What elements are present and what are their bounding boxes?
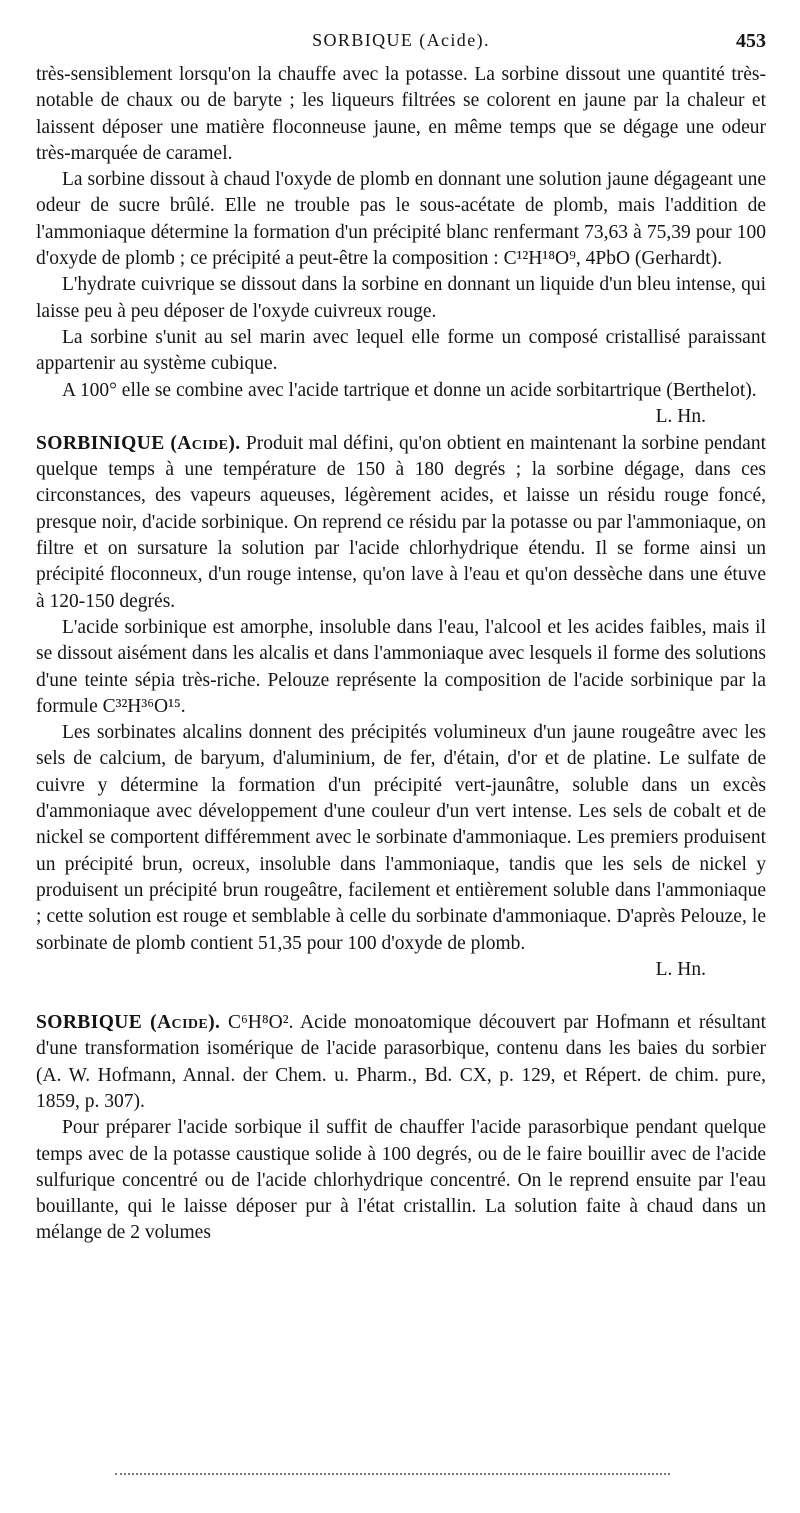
footer-dotted-rule [115,1473,670,1477]
paragraph: très-sensiblement lorsqu'on la chauffe avec la potasse. La sorbine dissout une quantité très-notable de chaux ou de baryte ; les liqueurs filtrées se colorent en jaune par la chaleur et laissent déposer une matière floconneuse jaune, en même temps que se dégage une odeur très-marquée de caramel. [36,64,766,164]
entry-heading: SORBINIQUE (Acide). [36,432,241,454]
article-sorbinique: SORBINIQUE (Acide). Produit mal défini, qu'on obtient en maintenant la sorbine pendant quelque temps à une température de 150 à 180 degrés ; la sorbine dégage, dans ces circonstances, des vapeurs aqueuses, légèrement acides, et laisse un résidu rouge foncé, presque noir, d'acide sorbinique. On reprend ce résidu par la potasse ou par l'ammoniaque, on filtre et on sursature la solution par l'acide chlorhydrique étendu. Il se forme ainsi un précipité floconneux, d'un rouge intense, qu'on lave à l'eau et qu'on dessèche dans une étuve à 120-150 degrés. [36,432,766,612]
page-number: 453 [736,30,766,52]
paragraph: L'hydrate cuivrique se dissout dans la sorbine en donnant un liquide d'un bleu intense, qui laisse peu à peu déposer de l'oxyde cuivreux rouge. [36,274,766,322]
entry-heading: SORBIQUE (Acide). [36,1012,221,1034]
author-signature: L. Hn. [655,405,706,427]
paragraph: La sorbine s'unit au sel marin avec lequel elle forme un composé cristallisé paraissant appartenir au système cubique. [36,326,766,375]
body-text [36,62,766,1247]
paragraph: A 100° elle se combine avec l'acide tartrique et donne un acide sorbitartrique (Berthelot). L. Hn. [36,378,766,404]
paragraph: Les sorbinates alcalins donnent des précipités volumineux d'un jaune rougeâtre avec les sels de calcium, de baryum, d'aluminium, de fer, d'étain, d'or et de platine. Le sulfate de cuivre y détermine la formation d'un précipité vert-jaunâtre, soluble dans un excès d'ammoniaque avec développement d'une couleur d'un vert intense. Les sels de cobalt et de nickel se comportent différemment avec le sorbinate d'ammoniaque. Les premiers produisent un précipité brun, ocreux, insoluble dans l'ammoniaque, tandis que les sels de nickel y produisent un précipité brun rougeâtre, facilement et entièrement soluble dans l'ammoniaque ; cette solution est rouge et semblable à celle du sorbinate d'ammoniaque. D'après Pelouze, le sorbinate de plomb contient 51,35 pour 100 d'oxyde de plomb. [36,722,766,954]
article-sorbique: SORBIQUE (Acide). C⁶H⁸O². Acide monoatomique découvert par Hofmann et résultant d'une transformation isomérique de l'acide parasorbique, contenu dans les baies du sorbier (A. W. Hofmann, Annal. der Chem. u. Pharm., Bd. CX, p. 129, et Répert. de chim. pure, 1859, p. 307). [36,1012,766,1112]
paragraph: La sorbine dissout à chaud l'oxyde de plomb en donnant une solution jaune dégageant une odeur de sucre brûlé. Elle ne trouble pas le sous-acétate de plomb, mais l'addition de l'ammoniaque détermine la formation d'un précipité blanc renfermant 73,63 à 75,39 pour 100 d'oxyde de plomb ; ce précipité a peut-être la composition : C¹²H¹⁸O⁹, 4PbO (Gerhardt). [36,169,766,270]
paragraph: Pour préparer l'acide sorbique il suffit de chauffer l'acide parasorbique pendant quelque temps avec de la potasse caustique solide à 100 degrés, ou de le faire bouillir avec de l'acide sulfurique concentré ou de l'acide chlorhydrique concentré. On le reprend ensuite par l'eau bouillante, qui le laisse déposer pur à l'état cristallin. La solution faite à chaud dans un mélange de 2 volumes [36,1117,766,1244]
running-head: SORBIQUE (Acide). [312,30,490,50]
author-signature: L. Hn. [655,958,706,980]
page-header [36,30,766,58]
paragraph: L'acide sorbinique est amorphe, insoluble dans l'eau, l'alcool et les acides faibles, mais il se dissout aisément dans les alcalis et dans l'ammoniaque avec lesquels il forme des solutions d'une teinte sépia très-riche. Pelouze représente la composition de l'acide sorbinique par la formule C³²H³⁶O¹⁵. [36,616,766,717]
